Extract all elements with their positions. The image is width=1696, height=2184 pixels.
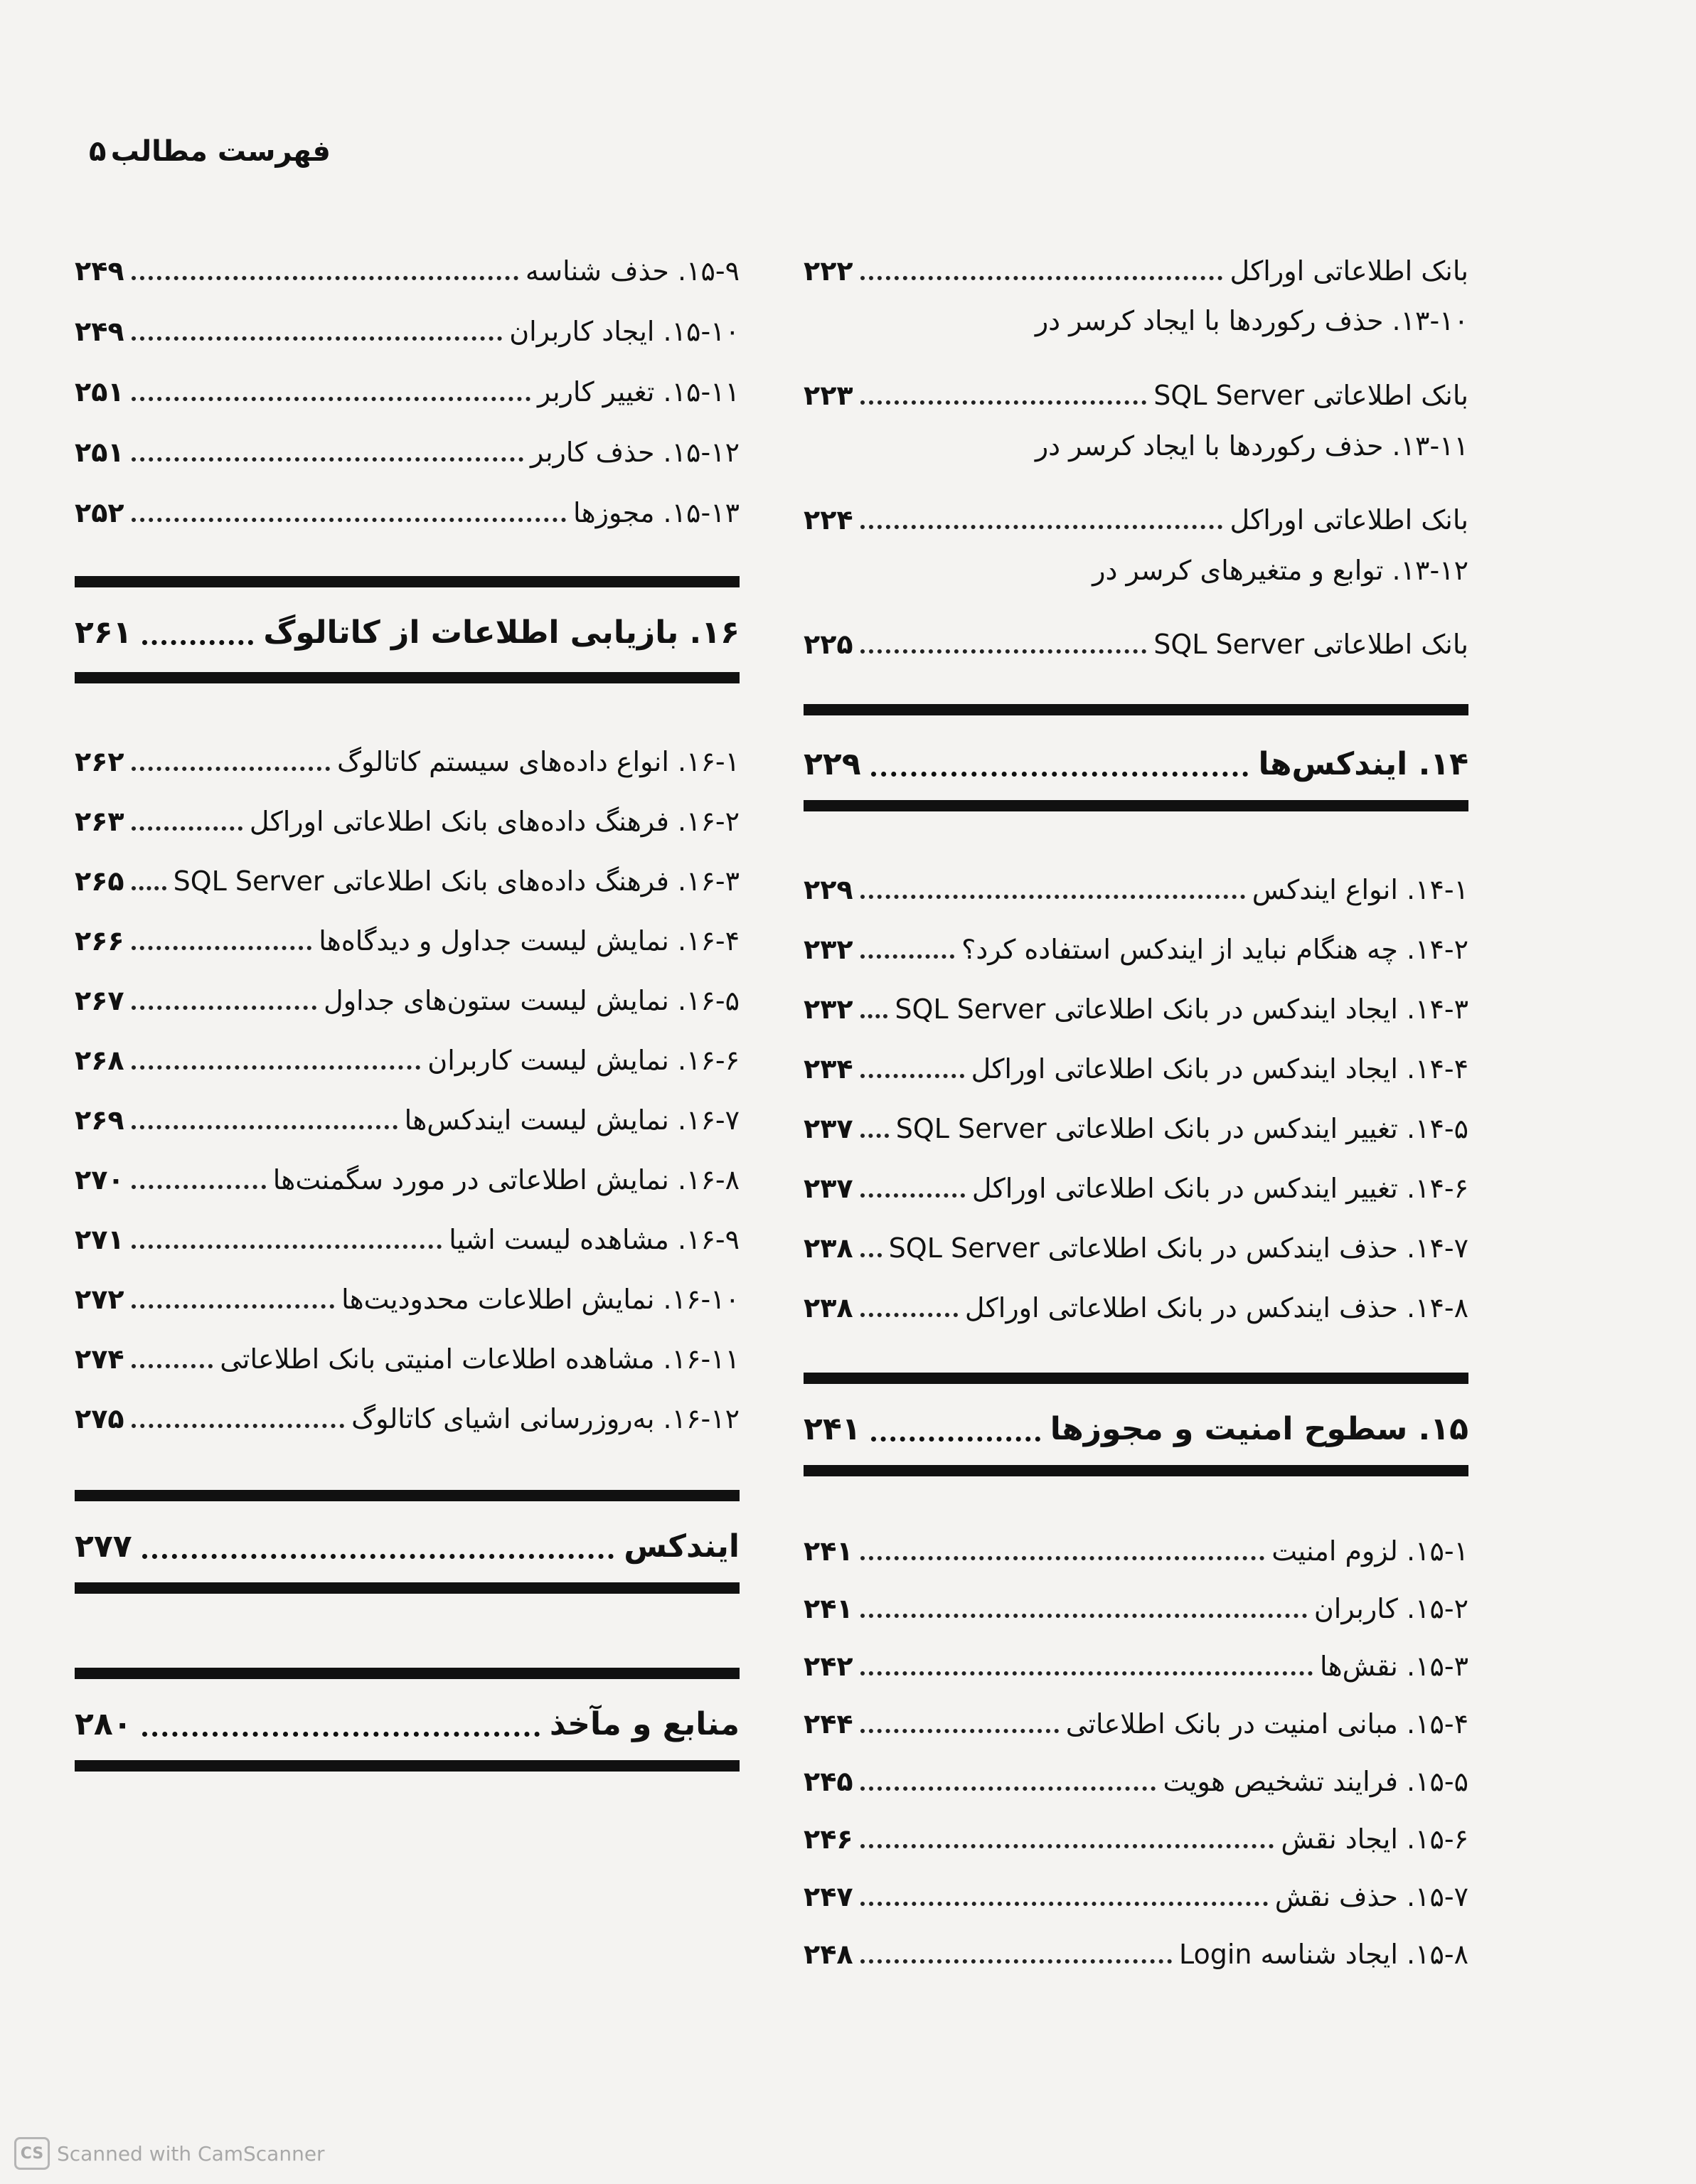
entry-page: ۲۷۴ [75, 1343, 124, 1375]
toc-entry[interactable] [804, 913, 1468, 963]
entry-title: ۱۵-۸. ایجاد شناسه Login [1178, 1939, 1468, 1970]
dot-leader [132, 518, 566, 522]
toc-entry[interactable] [75, 476, 740, 526]
entry-page: ۲۴۴ [804, 1708, 853, 1740]
toc-entry[interactable] [75, 905, 740, 957]
entry-page: ۲۴۱ [804, 1593, 853, 1624]
dot-leader [132, 1245, 442, 1249]
entry-page: ۲۶۹ [75, 1104, 124, 1136]
toc-entry[interactable] [804, 1745, 1468, 1795]
entry-page: ۲۳۲ [804, 934, 853, 965]
toc-entry[interactable] [804, 1803, 1468, 1853]
index-heading[interactable] [75, 1515, 740, 1565]
entry-title: ۱۵-۹. حذف شناسه [525, 255, 740, 287]
toc-entry[interactable] [75, 416, 740, 466]
toc-entry[interactable] [804, 1572, 1468, 1622]
entry-title: ۱۴-۸. حذف ایندکس در بانک اطلاعاتی اوراکل [964, 1292, 1468, 1323]
entry-title: ۱۶-۴. نمایش لیست جداول و دیدگاه‌ها [319, 925, 740, 957]
dot-leader [132, 1006, 316, 1010]
dot-leader [860, 276, 1223, 280]
dot-leader [860, 1671, 1313, 1676]
entry-page: ۲۲۴ [804, 504, 853, 536]
toc-entry-wrapped[interactable]: ۱۳-۱۰. حذف رکوردها با ایجاد کرسر در [1035, 305, 1468, 336]
entry-page: ۲۴۶ [804, 1823, 853, 1855]
section-page: ۲۷۷ [75, 1528, 132, 1565]
chapter-title: ۱۴. ایندکس‌ها [1258, 746, 1468, 782]
toc-entry[interactable] [75, 964, 740, 1014]
toc-entry[interactable] [75, 845, 740, 895]
section-rule-top [75, 1668, 740, 1679]
entry-page: ۲۶۷ [75, 985, 124, 1016]
entry-page: ۲۲۵ [804, 629, 853, 660]
toc-entry[interactable] [75, 1024, 740, 1074]
dot-leader [860, 1959, 1172, 1964]
dot-leader [132, 1065, 421, 1070]
dot-leader [860, 1014, 888, 1018]
chapter-rule-top [804, 704, 1468, 715]
entry-title: بانک اطلاعاتی اوراکل [1230, 255, 1468, 287]
entry-title: ۱۶-۳. فرهنگ داده‌های بانک اطلاعاتی SQL Server [173, 865, 740, 897]
entry-page: ۲۴۸ [804, 1939, 853, 1970]
dot-leader [860, 1556, 1265, 1560]
entry-page: ۲۳۲ [804, 994, 853, 1025]
entry-page: ۲۵۱ [75, 376, 124, 407]
entry-title: ۱۴-۱. انواع ایندکس [1252, 874, 1468, 905]
entry-page: ۲۴۲ [804, 1651, 853, 1682]
entry-title: ۱۵-۳. نقش‌ها [1320, 1651, 1468, 1682]
entry-page: ۲۳۷ [804, 1113, 853, 1144]
entry-title: ۱۵-۱۲. حذف کاربر [530, 437, 740, 468]
scanner-watermark [14, 2137, 325, 2170]
entry-title: بانک اطلاعاتی SQL Server [1153, 629, 1468, 660]
toc-entry[interactable] [804, 608, 1468, 658]
entry-title: ۱۵-۱۳. مجوزها [573, 497, 740, 528]
dot-leader [132, 767, 330, 771]
dot-leader [142, 1732, 540, 1737]
entry-title: بانک اطلاعاتی اوراکل [1230, 504, 1468, 536]
dot-leader [860, 954, 955, 959]
entry-title: ۱۴-۴. ایجاد ایندکس در بانک اطلاعاتی اوراکل [971, 1053, 1468, 1085]
watermark-text: Scanned with CamScanner [57, 2141, 325, 2166]
chapter-heading-16[interactable] [75, 601, 740, 651]
entry-page: ۲۶۶ [75, 925, 124, 957]
toc-entry[interactable] [75, 1203, 740, 1253]
toc-entry-wrapped[interactable]: ۱۳-۱۱. حذف رکوردها با ایجاد کرسر در [1035, 430, 1468, 462]
entry-title: ۱۵-۶. ایجاد نقش [1281, 1823, 1468, 1855]
entry-page: ۲۳۷ [804, 1173, 853, 1204]
toc-entry[interactable] [804, 973, 1468, 1023]
entry-title: ۱۶-۱۱. مشاهده اطلاعات امنیتی بانک اطلاعاتی [220, 1343, 740, 1375]
entry-page: ۲۴۹ [75, 316, 124, 347]
dot-leader [132, 457, 523, 462]
dot-leader [132, 886, 166, 890]
dot-leader [871, 1437, 1040, 1442]
entry-title: ۱۶-۱. انواع داده‌های سیستم کاتالوگ [336, 746, 740, 777]
toc-entry[interactable] [804, 1212, 1468, 1262]
entry-title: بانک اطلاعاتی SQL Server [1153, 380, 1468, 411]
chapter-rule-bottom [804, 1465, 1468, 1476]
dot-leader [860, 895, 1245, 899]
toc-entry[interactable] [75, 785, 740, 835]
chapter-rule-top [804, 1373, 1468, 1384]
entry-title: ۱۴-۶. تغییر ایندکس در بانک اطلاعاتی اوراکل [971, 1173, 1468, 1204]
dot-leader [132, 1364, 213, 1368]
dot-leader [132, 1424, 344, 1428]
entry-title: ۱۶-۱۰. نمایش اطلاعات محدودیت‌ها [341, 1284, 740, 1315]
toc-entry[interactable] [75, 356, 740, 405]
entry-title: ۱۶-۵. نمایش لیست ستون‌های جداول [324, 985, 740, 1016]
entry-title: ۱۵-۵. فرایند تشخیص هویت [1163, 1766, 1468, 1797]
toc-entry[interactable] [804, 1092, 1468, 1142]
entry-title: ۱۶-۲. فرهنگ داده‌های بانک اطلاعاتی اوراکل [249, 806, 740, 837]
page-header [89, 135, 331, 168]
entry-page: ۲۴۹ [75, 255, 124, 287]
toc-entry[interactable] [75, 235, 740, 287]
toc-entry[interactable] [75, 1084, 740, 1134]
entry-page: ۲۶۳ [75, 806, 124, 837]
dot-leader [860, 1134, 889, 1138]
entry-page: ۲۵۲ [75, 497, 124, 528]
entry-page: ۲۷۲ [75, 1284, 124, 1315]
dot-leader [871, 772, 1249, 777]
dot-leader [860, 1902, 1268, 1906]
chapter-heading-15[interactable] [804, 1397, 1468, 1447]
entry-page: ۲۳۸ [804, 1232, 853, 1264]
dot-leader [132, 276, 518, 280]
section-title: منابع و مآخذ [549, 1706, 740, 1742]
dot-leader [142, 1554, 614, 1559]
entry-page: ۲۷۱ [75, 1224, 124, 1255]
dot-leader [132, 1125, 398, 1129]
dot-leader [860, 1253, 882, 1257]
sources-heading[interactable] [75, 1693, 740, 1742]
entry-title: ۱۴-۳. ایجاد ایندکس در بانک اطلاعاتی SQL Server [895, 994, 1468, 1025]
entry-page: ۲۷۵ [75, 1403, 124, 1434]
entry-title: ۱۴-۵. تغییر ایندکس در بانک اطلاعاتی SQL Server [895, 1113, 1468, 1144]
toc-entry[interactable] [804, 1630, 1468, 1680]
dot-leader [860, 1729, 1059, 1733]
entry-title: ۱۶-۶. نمایش لیست کاربران [427, 1045, 740, 1076]
chapter-rule-bottom [75, 672, 740, 683]
entry-title: ۱۵-۷. حذف نقش [1274, 1881, 1468, 1912]
chapter-rule-bottom [804, 800, 1468, 811]
toc-entry[interactable] [804, 1918, 1468, 1968]
dot-leader [132, 397, 530, 401]
toc-entry[interactable] [75, 1323, 740, 1373]
toc-entry[interactable] [804, 359, 1468, 409]
section-title: ایندکس [624, 1528, 740, 1565]
dot-leader [860, 1313, 958, 1317]
dot-leader [860, 1786, 1156, 1791]
entry-title: ۱۵-۱۱. تغییر کاربر [538, 376, 740, 407]
chapter-title: ۱۶. بازیابی اطلاعات از کاتالوگ [263, 614, 740, 651]
entry-title: ۱۵-۲. کاربران [1313, 1593, 1468, 1624]
dot-leader [860, 1193, 965, 1198]
entry-page: ۲۲۹ [804, 874, 853, 905]
entry-title: ۱۴-۲. چه هنگام نباید از ایندکس استفاده کرد؟ [961, 934, 1468, 965]
section-rule-bottom [75, 1582, 740, 1594]
entry-page: ۲۴۷ [804, 1881, 853, 1912]
dot-leader [132, 1304, 334, 1309]
chapter-page: ۲۶۱ [75, 614, 132, 651]
toc-entry[interactable] [804, 1860, 1468, 1910]
toc-entry[interactable] [75, 1383, 740, 1432]
dot-leader [860, 525, 1223, 529]
entry-page: ۲۳۸ [804, 1292, 853, 1323]
toc-entry[interactable] [75, 725, 740, 775]
toc-entry-wrapped[interactable]: ۱۳-۱۲. توابع و متغیرهای کرسر در [1092, 555, 1468, 586]
dot-leader [860, 1614, 1307, 1618]
chapter-heading-14[interactable] [804, 733, 1468, 782]
entry-page: ۲۴۱ [804, 1535, 853, 1567]
entry-title: ۱۶-۸. نمایش اطلاعاتی در مورد سگمنت‌ها [272, 1164, 740, 1195]
entry-page: ۲۶۲ [75, 746, 124, 777]
dot-leader [132, 826, 242, 831]
entry-title: ۱۴-۷. حذف ایندکس در بانک اطلاعاتی SQL Server [888, 1232, 1468, 1264]
toc-entry[interactable] [75, 1144, 740, 1193]
toc-entry[interactable] [804, 1152, 1468, 1202]
dot-leader [132, 1185, 266, 1189]
toc-entry[interactable] [804, 1515, 1468, 1565]
entry-page: ۲۶۵ [75, 865, 124, 897]
toc-entry[interactable] [804, 1688, 1468, 1740]
camscanner-logo-icon: CS [14, 2137, 50, 2170]
toc-entry[interactable] [75, 1263, 740, 1313]
header-title: فهرست مطالب [110, 135, 331, 168]
entry-page: ۲۶۸ [75, 1045, 124, 1076]
entry-page: ۲۴۵ [804, 1766, 853, 1797]
chapter-title: ۱۵. سطوح امنیت و مجوزها [1050, 1411, 1468, 1447]
entry-page: ۲۲۲ [804, 255, 853, 287]
dot-leader [860, 1844, 1274, 1848]
page-number: ۵ [89, 135, 107, 168]
toc-entry[interactable] [804, 484, 1468, 536]
toc-entry[interactable] [804, 1272, 1468, 1321]
entry-page: ۲۳۴ [804, 1053, 853, 1085]
entry-title: ۱۶-۱۲. به‌روزرسانی اشیای کاتالوگ [351, 1403, 740, 1434]
entry-title: ۱۶-۹. مشاهده لیست اشیا [449, 1224, 740, 1255]
toc-entry[interactable] [75, 295, 740, 345]
toc-entry[interactable] [804, 1033, 1468, 1085]
dot-leader [132, 946, 312, 950]
entry-title: ۱۶-۷. نمایش لیست ایندکس‌ها [404, 1104, 740, 1136]
toc-entry[interactable] [804, 853, 1468, 903]
dot-leader [860, 1074, 964, 1078]
section-page: ۲۸۰ [75, 1706, 132, 1742]
entry-title: ۱۵-۱. لزوم امنیت [1271, 1535, 1468, 1567]
entry-title: ۱۵-۴. مبانی امنیت در بانک اطلاعاتی [1065, 1708, 1468, 1740]
dot-leader [860, 649, 1147, 654]
section-rule-top [75, 1490, 740, 1501]
entry-title: ۱۵-۱۰. ایجاد کاربران [509, 316, 740, 347]
entry-page: ۲۲۳ [804, 380, 853, 411]
toc-entry[interactable] [804, 235, 1468, 287]
entry-page: ۲۷۰ [75, 1164, 124, 1195]
dot-leader [142, 640, 254, 645]
dot-leader [860, 400, 1147, 405]
chapter-page: ۲۴۱ [804, 1411, 861, 1447]
dot-leader [132, 336, 503, 341]
chapter-page: ۲۲۹ [804, 746, 861, 782]
entry-page: ۲۵۱ [75, 437, 124, 468]
section-rule-bottom [75, 1760, 740, 1772]
chapter-rule-top [75, 576, 740, 587]
